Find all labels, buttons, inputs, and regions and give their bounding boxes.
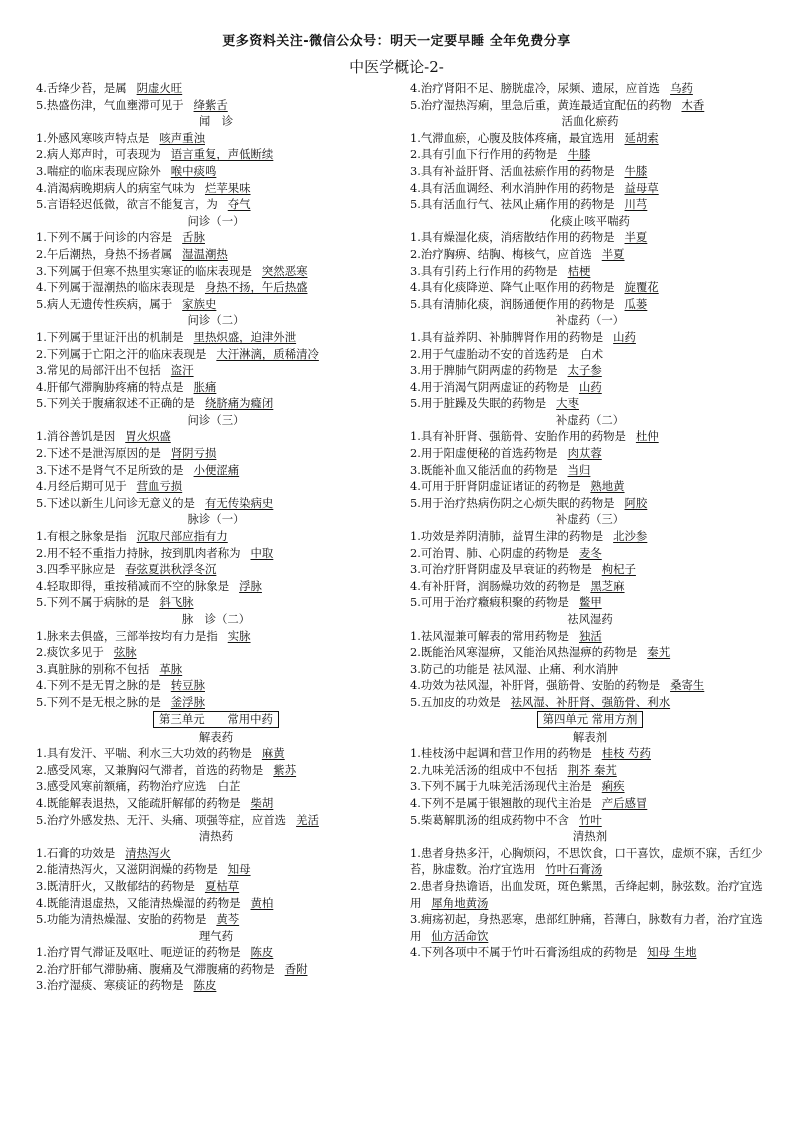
question-text: 2.能清热泻火，又滋阴润燥的药物是 xyxy=(36,862,218,877)
question-text: 5.热盛伤津，气血壅滞可见于 xyxy=(36,97,184,112)
question-text: 1.外感风寒咳声特点是 xyxy=(36,130,150,145)
question-line xyxy=(410,495,770,512)
question-line xyxy=(36,528,396,545)
section-heading: 祛风湿药 xyxy=(567,612,613,626)
section-heading: 问诊（一） xyxy=(187,213,245,228)
question-text: 3.既能补血又能活血的药物是 xyxy=(410,462,558,477)
question-line xyxy=(36,911,396,928)
question-text: 4.下列属于湿潮热的临床表现是 xyxy=(36,280,195,295)
question-line xyxy=(410,97,770,114)
question-line xyxy=(36,263,396,280)
question-line xyxy=(410,445,770,462)
question-line xyxy=(36,495,396,512)
question-line xyxy=(410,163,770,180)
question-text: 3.具有引药上行作用的药物是 xyxy=(410,263,558,278)
question-text: 5.五加皮的功效是 xyxy=(410,694,501,709)
question-text: 5.柴葛解肌汤的组成药物中不含 xyxy=(410,812,569,827)
question-text: 2.治疗胸痹、结胸、梅核气，应首选 xyxy=(410,246,592,261)
section-heading: 清热剂 xyxy=(572,829,608,844)
question-line xyxy=(36,977,396,994)
section-heading: 清热药 xyxy=(198,829,234,844)
question-line xyxy=(36,944,396,961)
question-text: 5.下列不属于病脉的是 xyxy=(36,595,150,610)
question-line xyxy=(410,263,770,280)
answer-text: 浮脉 xyxy=(239,578,262,593)
question-text: 4.下列各项中不属于竹叶石膏汤组成的药物是 xyxy=(410,945,638,960)
question-line xyxy=(36,578,396,595)
answer-text: 阴虚火旺 xyxy=(136,81,183,95)
question-line xyxy=(410,944,770,961)
answer-text: 竹叶石膏汤 xyxy=(545,862,603,877)
answer-text: 秦艽 xyxy=(647,645,671,660)
answer-text: 斜飞脉 xyxy=(159,595,194,610)
question-text: 3.常见的局部汗出不包括 xyxy=(36,363,161,378)
question-line xyxy=(410,594,770,611)
question-line xyxy=(410,528,770,545)
question-text: 5.言语轻迟低微，欲言不能复言，为 xyxy=(36,197,218,212)
question-line xyxy=(36,146,396,163)
answer-text: 紫苏 xyxy=(273,762,297,777)
question-text: 3.下列不属于九味羌活汤现代主治是 xyxy=(410,779,592,794)
question-line xyxy=(410,694,770,711)
question-line xyxy=(36,594,396,611)
right-column xyxy=(410,80,770,961)
question-line xyxy=(36,80,396,97)
answer-text: 杜仲 xyxy=(635,429,659,444)
question-text: 3.下列属于但寒不热里实寒证的临床表现是 xyxy=(36,263,252,278)
question-line xyxy=(36,445,396,462)
question-text: 1.祛风湿兼可解表的常用药物是 xyxy=(410,628,569,643)
question-line xyxy=(410,130,770,147)
question-text: 3.可治疗肝肾阴虚及早衰证的药物是 xyxy=(410,562,592,577)
question-line xyxy=(36,961,396,978)
question-text: 2.患者身热谵语，出血发斑，斑色紫黑，舌绛起刺，脉弦数。治疗宜选用 xyxy=(410,878,763,910)
answer-text: 旋覆花 xyxy=(624,280,659,295)
question-line xyxy=(410,545,770,562)
question-line xyxy=(36,478,396,495)
answer-text: 里热炽盛，迫津外泄 xyxy=(193,329,297,344)
question-line xyxy=(36,180,396,197)
question-line xyxy=(36,97,396,114)
question-text: 2.下列属于亡阳之汗的临床表现是 xyxy=(36,346,207,361)
answer-text: 牛膝 xyxy=(624,163,648,178)
question-text: 3.具有补益肝肾、活血祛瘀作用的药物是 xyxy=(410,163,615,178)
question-line xyxy=(410,478,770,495)
section-heading: 补虚药（三） xyxy=(555,512,625,527)
question-text: 2.用不轻不重指力持脉，按到肌肉者称为 xyxy=(36,545,241,560)
question-text: 3.用于脾肺气阴两虚的药物是 xyxy=(410,363,558,378)
question-text: 3.真脏脉的别称不包括 xyxy=(36,661,150,676)
question-text: 4.既能解表退热，又能疏肝解郁的药物是 xyxy=(36,795,241,810)
question-text: 4.下列不是属于银翘散的现代主治是 xyxy=(410,795,592,810)
answer-text: 当归 xyxy=(567,462,591,477)
answer-text: 乌药 xyxy=(670,81,693,95)
answer-text: 桔梗 xyxy=(567,263,591,278)
unit-heading-box: 第四单元 常用方剂 xyxy=(537,711,644,728)
section-heading: 问诊（二） xyxy=(187,313,245,328)
question-line xyxy=(36,346,396,363)
question-line xyxy=(36,329,396,346)
answer-text: 沉取尺部应指有力 xyxy=(136,529,228,544)
question-text: 4.消渴病晚期病人的病室气味为 xyxy=(36,180,195,195)
page-subtitle: 中医学概论-2- xyxy=(349,58,444,76)
answer-text: 牛膝 xyxy=(567,147,591,162)
question-text: 5.病人无遗传性疾病，属于 xyxy=(36,296,173,311)
question-text: 4.具有化痰降逆、降气止呕作用的药物是 xyxy=(410,280,615,295)
question-line xyxy=(410,80,770,97)
answer-text: 弦脉 xyxy=(113,645,137,660)
question-text: 1.消谷善饥是因 xyxy=(36,429,116,444)
question-text: 5.下述以新生儿问诊无意义的是 xyxy=(36,495,195,510)
question-text: 2.具有引血下行作用的药物是 xyxy=(410,147,558,162)
answer-text: 知母 生地 xyxy=(647,945,697,960)
question-line xyxy=(410,845,770,878)
answer-text: 桑寄生 xyxy=(670,678,705,693)
answer-text: 痢疾 xyxy=(601,779,625,794)
question-text: 1.具有益养阴、补肺脾肾作用的药物是 xyxy=(410,329,604,344)
answer-text: 麻黄 xyxy=(261,746,285,761)
question-line xyxy=(36,878,396,895)
question-text: 1.下列不属于问诊的内容是 xyxy=(36,230,173,245)
unit-heading xyxy=(36,711,396,729)
question-text: 3.治疗湿痰、寒痰证的药物是 xyxy=(36,978,184,993)
question-line xyxy=(410,677,770,694)
question-line xyxy=(410,878,770,911)
question-line xyxy=(36,644,396,661)
answer-text: 大汗淋漓，质稀清冷 xyxy=(216,346,319,361)
question-text: 3.喘症的临床表现应除外 xyxy=(36,163,161,178)
question-text: 1.具有燥湿化痰，消痞散结作用的药物是 xyxy=(410,230,615,245)
question-line: 3.感受风寒前额痛，药物治疗应选 白芷 xyxy=(36,779,241,794)
answer-text: 半夏 xyxy=(624,230,648,245)
question-line xyxy=(36,130,396,147)
section-heading: 补虚药（一） xyxy=(555,313,625,328)
question-line xyxy=(410,561,770,578)
section-heading: 解表剂 xyxy=(572,729,608,744)
question-line xyxy=(36,895,396,912)
question-text: 3.痈疡初起，身热恶寒，患部红肿痛，苔薄白，脉数有力者，治疗宜选用 xyxy=(410,912,763,943)
question-line xyxy=(36,246,396,263)
question-line xyxy=(36,845,396,862)
answer-text: 黑芝麻 xyxy=(590,578,625,593)
question-line xyxy=(36,428,396,445)
question-text: 1.有根之脉象是指 xyxy=(36,529,127,544)
question-line xyxy=(36,229,396,246)
question-line xyxy=(36,795,396,812)
question-line xyxy=(410,229,770,246)
answer-text: 烂苹果味 xyxy=(204,180,251,195)
left-column xyxy=(36,80,396,994)
answer-text: 转豆脉 xyxy=(170,678,205,693)
answer-text: 有无传染病史 xyxy=(204,495,274,510)
question-line xyxy=(36,296,396,313)
question-line xyxy=(410,578,770,595)
question-line xyxy=(36,163,396,180)
question-line xyxy=(410,379,770,396)
question-line xyxy=(36,694,396,711)
answer-text: 熟地黄 xyxy=(590,479,625,494)
answer-text: 山药 xyxy=(613,329,636,344)
answer-text: 语言重复，声低断续 xyxy=(170,147,274,162)
answer-text: 黄芩 xyxy=(216,912,240,927)
answer-text: 羌活 xyxy=(296,812,319,827)
unit-heading-box: 第三单元 常用中药 xyxy=(153,711,279,728)
answer-text: 川芎 xyxy=(624,197,648,212)
question-text: 1.桂枝汤中起调和营卫作用的药物是 xyxy=(410,746,592,761)
question-line xyxy=(410,279,770,296)
answer-text: 山药 xyxy=(578,379,602,394)
question-text: 2.用于阳虚便秘的首选药物是 xyxy=(410,446,558,461)
question-line xyxy=(410,911,770,944)
section-heading: 补虚药（二） xyxy=(555,412,625,427)
answer-text: 桂枝 芍药 xyxy=(601,746,651,761)
question-text: 1.脉来去俱盛，三部举按均有力是指 xyxy=(36,628,218,643)
question-line xyxy=(36,462,396,479)
question-line xyxy=(410,196,770,213)
answer-text: 枸杞子 xyxy=(601,562,636,577)
question-line xyxy=(410,795,770,812)
answer-text: 湿温潮热 xyxy=(182,246,228,261)
question-text: 4.下列不是无胃之脉的是 xyxy=(36,678,161,693)
question-text: 5.用于治疗热病伤阴之心烦失眠的药物是 xyxy=(410,495,615,510)
answer-text: 夏枯草 xyxy=(204,878,240,893)
question-text: 3.下述不是肾气不足所致的是 xyxy=(36,462,184,477)
answer-text: 陈皮 xyxy=(250,945,274,960)
answer-text: 盗汗 xyxy=(170,363,194,378)
answer-text: 家族史 xyxy=(182,296,217,311)
question-text: 3.四季平脉应是 xyxy=(36,562,116,577)
question-text: 4.有补肝肾，润肠燥功效的药物是 xyxy=(410,578,581,593)
answer-text: 荆芥 秦艽 xyxy=(567,762,617,777)
answer-text: 犀角地黄汤 xyxy=(431,895,489,910)
question-line: 3.防己的功能是 祛风湿、止痛、利水消肿 xyxy=(410,661,619,676)
question-line xyxy=(410,395,770,412)
question-text: 4.具有活血调经、利水消肿作用的药物是 xyxy=(410,180,615,195)
question-text: 5.具有活血行气、祛风止痛作用的药物是 xyxy=(410,197,615,212)
question-text: 1.下列属于里证汗出的机制是 xyxy=(36,329,184,344)
question-line xyxy=(36,196,396,213)
question-text: 2.九味羌活汤的组成中不包括 xyxy=(410,762,558,777)
question-text: 5.功能为清热燥湿、安胎的药物是 xyxy=(36,912,207,927)
question-text: 2.既能治风寒湿痹，又能治风热湿痹的药物是 xyxy=(410,645,638,660)
answer-text: 革脉 xyxy=(159,661,183,676)
question-line xyxy=(36,279,396,296)
question-text: 2.痰饮多见于 xyxy=(36,645,104,660)
answer-text: 绛紫舌 xyxy=(193,97,228,112)
section-heading: 闻 诊 xyxy=(198,114,234,129)
answer-text: 仙方活命饮 xyxy=(431,928,489,943)
answer-text: 大枣 xyxy=(556,396,579,411)
question-line xyxy=(36,861,396,878)
question-text: 1.气滞血瘀，心腹及肢体疼痛，最宜选用 xyxy=(410,130,615,145)
answer-text: 阿胶 xyxy=(624,495,648,510)
section-heading: 理气药 xyxy=(198,928,234,943)
answer-text: 太子参 xyxy=(567,363,602,378)
question-line xyxy=(410,428,770,445)
answer-text: 陈皮 xyxy=(193,978,217,993)
answer-text: 清热泻火 xyxy=(125,845,171,860)
answer-text: 春弦夏洪秋浮冬沉 xyxy=(125,562,217,577)
question-line xyxy=(410,628,770,645)
answer-text: 小便涩痛 xyxy=(193,462,240,477)
answer-text: 益母草 xyxy=(624,180,659,195)
answer-text: 独活 xyxy=(578,628,602,643)
question-text: 5.可用于治疗癥瘕积聚的药物是 xyxy=(410,595,569,610)
question-text: 4.用于消渴气阴两虚证的药物是 xyxy=(410,379,569,394)
question-line xyxy=(410,146,770,163)
question-text: 2.午后潮热，身热不扬者属 xyxy=(36,246,173,261)
question-line xyxy=(410,644,770,661)
question-text: 4.轻取即得，重按稍减而不空的脉象是 xyxy=(36,578,230,593)
question-line xyxy=(36,362,396,379)
question-text: 4.功效为祛风湿，补肝肾，强筋骨、安胎的药物是 xyxy=(410,678,661,693)
answer-text: 瓜蒌 xyxy=(624,296,648,311)
question-line xyxy=(36,561,396,578)
question-line xyxy=(410,462,770,479)
question-text: 4.舌绛少苔，是属 xyxy=(36,81,127,95)
section-heading: 化痰止咳平喘药 xyxy=(550,213,630,228)
question-text: 4.既能清退虚热，又能清热燥湿的药物是 xyxy=(36,895,241,910)
page-header: 更多资料关注-微信公众号：明天一定要早睡 全年免费分享 xyxy=(222,34,571,49)
answer-text: 鳖甲 xyxy=(578,595,602,610)
question-text: 1.石膏的功效是 xyxy=(36,845,116,860)
question-text: 5.具有清肺化痰，润肠通便作用的药物是 xyxy=(410,296,615,311)
question-text: 1.患者身热多汗，心胸烦闷，不思饮食，口干喜饮，虚烦不寐，舌红少苔，脉虚数。治疗宜选用 xyxy=(410,845,763,877)
answer-text: 肾阴亏损 xyxy=(170,446,217,461)
question-text: 1.具有补肝肾、强筋骨、安胎作用的药物是 xyxy=(410,429,626,444)
answer-text: 舌脉 xyxy=(182,230,205,245)
question-line xyxy=(410,296,770,313)
answer-text: 香附 xyxy=(284,961,308,976)
question-line xyxy=(36,677,396,694)
question-text: 5.下列不是无根之脉的是 xyxy=(36,694,161,709)
question-text: 1.治疗胃气滞证及呕吐、呃逆证的药物是 xyxy=(36,945,241,960)
question-line xyxy=(36,379,396,396)
question-text: 2.病人郑声时，可表现为 xyxy=(36,147,161,162)
answer-text: 实脉 xyxy=(227,628,251,643)
question-text: 2.治疗肝郁气滞胁痛、腹痛及气滞腹痛的药物是 xyxy=(36,961,275,976)
section-heading: 脉 诊（二） xyxy=(181,612,251,626)
question-text: 4.月经后期可见于 xyxy=(36,479,127,494)
question-text: 5.治疗外感发热、无汗、头痛、项强等症，应首选 xyxy=(36,812,287,827)
question-line xyxy=(410,745,770,762)
question-text: 3.既清肝火，又散郁结的药物是 xyxy=(36,878,195,893)
question-text: 5.用于脏躁及失眠的药物是 xyxy=(410,396,547,411)
question-line xyxy=(36,762,396,779)
question-text: 2.下述不是泄泻原因的是 xyxy=(36,446,161,461)
answer-text: 身热不扬，午后热盛 xyxy=(204,280,308,295)
question-line xyxy=(36,661,396,678)
section-heading: 问诊（三） xyxy=(187,412,245,427)
answer-text: 麦冬 xyxy=(578,545,602,560)
answer-text: 中取 xyxy=(250,545,274,560)
question-line xyxy=(410,778,770,795)
answer-text: 半夏 xyxy=(601,246,625,261)
question-line xyxy=(410,762,770,779)
section-heading: 解表药 xyxy=(198,729,234,744)
section-heading: 脉诊（一） xyxy=(187,512,245,527)
unit-heading xyxy=(410,711,770,729)
question-text: 4.可用于肝肾阴虚证诸证的药物是 xyxy=(410,479,581,494)
answer-text: 咳声重浊 xyxy=(159,130,205,145)
answer-text: 突然恶寒 xyxy=(261,263,308,278)
question-line xyxy=(410,362,770,379)
answer-text: 胀痛 xyxy=(193,379,217,394)
answer-text: 绕脐痛为癃闭 xyxy=(204,396,274,411)
answer-text: 夺气 xyxy=(227,197,251,212)
question-text: 4.肝郁气滞胸胁疼痛的特点是 xyxy=(36,379,184,394)
answer-text: 知母 xyxy=(227,862,251,877)
question-line xyxy=(410,329,770,346)
answer-text: 喉中痰鸣 xyxy=(170,163,217,178)
answer-text: 营血亏损 xyxy=(136,479,183,494)
answer-text: 竹叶 xyxy=(578,812,602,827)
question-text: 1.功效是养阴清肺，益胃生津的药物是 xyxy=(410,529,604,544)
answer-text: 釜浮脉 xyxy=(170,694,205,709)
question-text: 2.感受风寒，又兼胸闷气滞者，首选的药物是 xyxy=(36,762,264,777)
question-text: 5.治疗湿热泻痢，里急后重，黄连最适宜配伍的药物 xyxy=(410,97,672,112)
question-line xyxy=(410,246,770,263)
answer-text: 木香 xyxy=(681,97,705,112)
question-text: 5.下列关于腹痛叙述不正确的是 xyxy=(36,396,195,411)
question-line xyxy=(36,545,396,562)
answer-text: 黄柏 xyxy=(250,895,274,910)
question-text: 1.具有发汗、平喘、利水三大功效的药物是 xyxy=(36,746,252,761)
answer-text: 北沙参 xyxy=(613,529,648,544)
question-text: 4.治疗肾阳不足、膀胱虚冷，尿频、遗尿，应首选 xyxy=(410,81,661,95)
question-line xyxy=(410,812,770,829)
question-line xyxy=(36,395,396,412)
question-line xyxy=(36,745,396,762)
answer-text: 胃火炽盛 xyxy=(125,429,171,444)
answer-text: 祛风湿、补肝肾、强筋骨、利水 xyxy=(510,694,671,709)
answer-text: 肉苁蓉 xyxy=(567,446,602,461)
answer-text: 延胡索 xyxy=(624,130,659,145)
question-line xyxy=(36,812,396,829)
section-heading: 活血化瘀药 xyxy=(561,114,619,129)
question-line xyxy=(410,180,770,197)
answer-text: 产后感冒 xyxy=(601,795,648,810)
answer-text: 柴胡 xyxy=(250,795,274,810)
question-line xyxy=(36,628,396,645)
question-text: 2.可治胃、肺、心阴虚的药物是 xyxy=(410,545,569,560)
question-line: 2.用于气虚胎动不安的首选药是 白术 xyxy=(410,346,604,361)
